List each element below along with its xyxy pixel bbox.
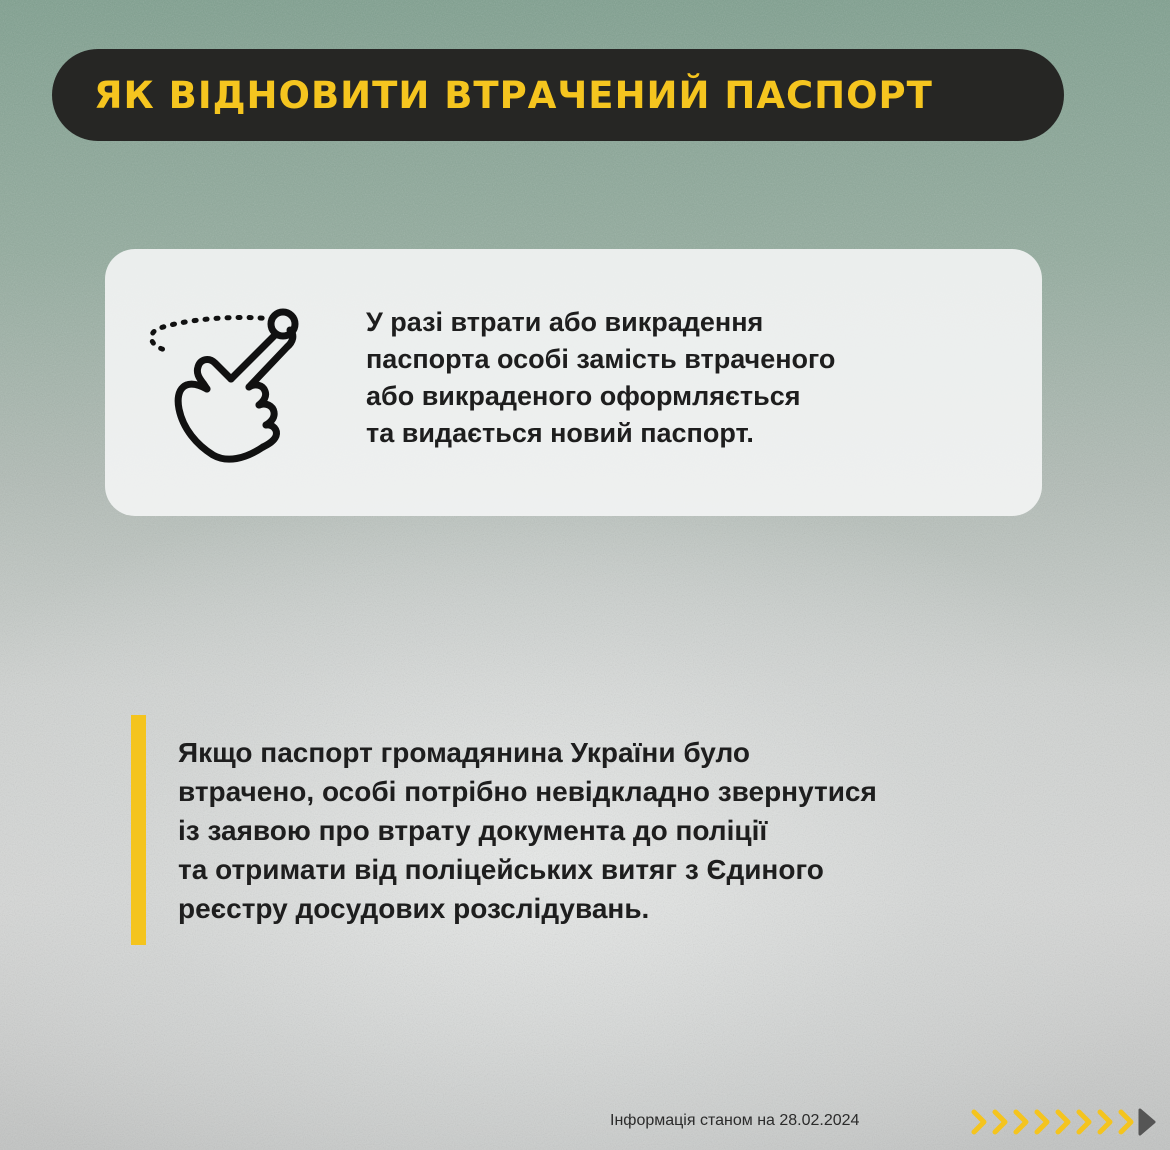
- chevrons-right-icon: [968, 1104, 1168, 1140]
- note-text: [178, 733, 1078, 928]
- footer-info: Інформація станом на 28.02.2024: [610, 1112, 860, 1129]
- page-title: ЯК ВІДНОВИТИ ВТРАЧЕНИЙ ПАСПОРТ: [94, 73, 933, 117]
- card-line: та видається новий паспорт.: [366, 418, 754, 448]
- note-line: реєстру досудових розслідувань.: [178, 893, 650, 924]
- tap-hand-icon: [145, 297, 305, 467]
- card-text: [366, 304, 1006, 452]
- note-line: із заявою про втрату документа до поліції: [178, 815, 768, 846]
- card-line: або викраденого оформляється: [366, 381, 801, 411]
- accent-line: [131, 715, 146, 945]
- note-line: втрачено, особі потрібно невідкладно звернутися: [178, 776, 877, 807]
- note-line: Якщо паспорт громадянина України було: [178, 737, 750, 768]
- card-line: У разі втрати або викрадення: [366, 307, 764, 337]
- title-banner: [52, 49, 1064, 141]
- card-line: паспорта особі замість втраченого: [366, 344, 836, 374]
- info-card: [105, 249, 1042, 516]
- note-line: та отримати від поліцейських витяг з Єдиного: [178, 854, 824, 885]
